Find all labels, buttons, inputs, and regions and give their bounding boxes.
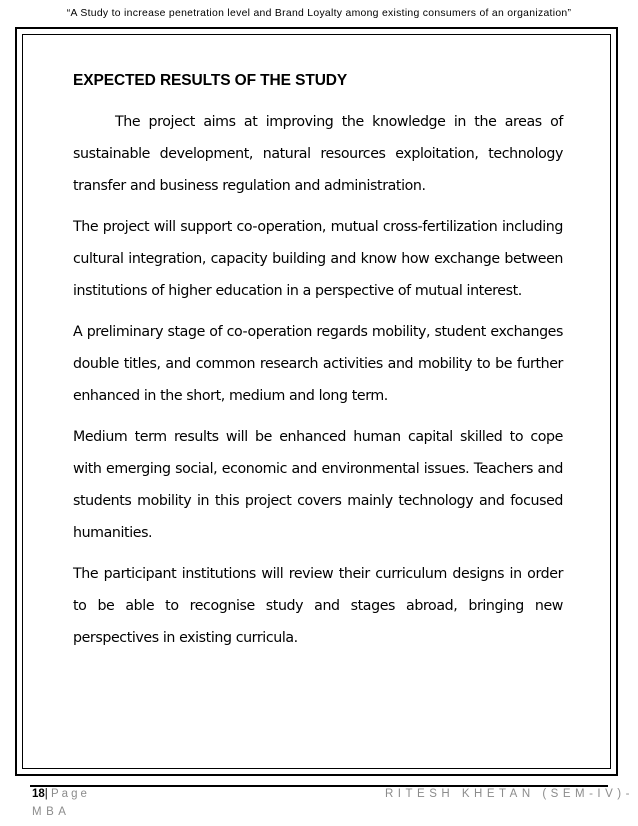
section-heading: EXPECTED RESULTS OF THE STUDY [73, 72, 348, 89]
paragraph: The participant institutions will review their curriculum designs in order to be able to recognise study and stages abroad, bringing new perspectives in existing curricula. [73, 566, 563, 646]
main-content [73, 72, 563, 663]
footer-program: MBA [32, 806, 71, 818]
running-header: “A Study to increase penetration level and Brand Loyalty among existing consumers of an organization” [66, 8, 572, 19]
footer-author: RITESH KHETAN (SEM-IV)- [385, 788, 634, 800]
paragraph: Medium term results will be enhanced human capital skilled to cope with emerging social, economic and environmental issues. Teachers and students mobility in this project covers mainly technology and focused humanities. [73, 429, 563, 541]
page-number-value: 18 [32, 788, 45, 800]
paragraph: The project will support co-operation, mutual cross-fertilization including cultural integration, capacity building and know how exchange between institutions of higher education in a perspective of mutual interest. [73, 219, 563, 299]
page-label: Page [51, 788, 90, 800]
paragraph: A preliminary stage of co-operation regards mobility, student exchanges double titles, and common research activities and mobility to be further enhanced in the short, medium and long term. [73, 324, 563, 404]
paragraph: The project aims at improving the knowledge in the areas of sustainable development, natural resources exploitation, technology transfer and business regulation and administration. [73, 114, 563, 194]
page-separator: | [44, 788, 48, 800]
footer-rule [30, 785, 608, 787]
page-number [32, 788, 90, 800]
